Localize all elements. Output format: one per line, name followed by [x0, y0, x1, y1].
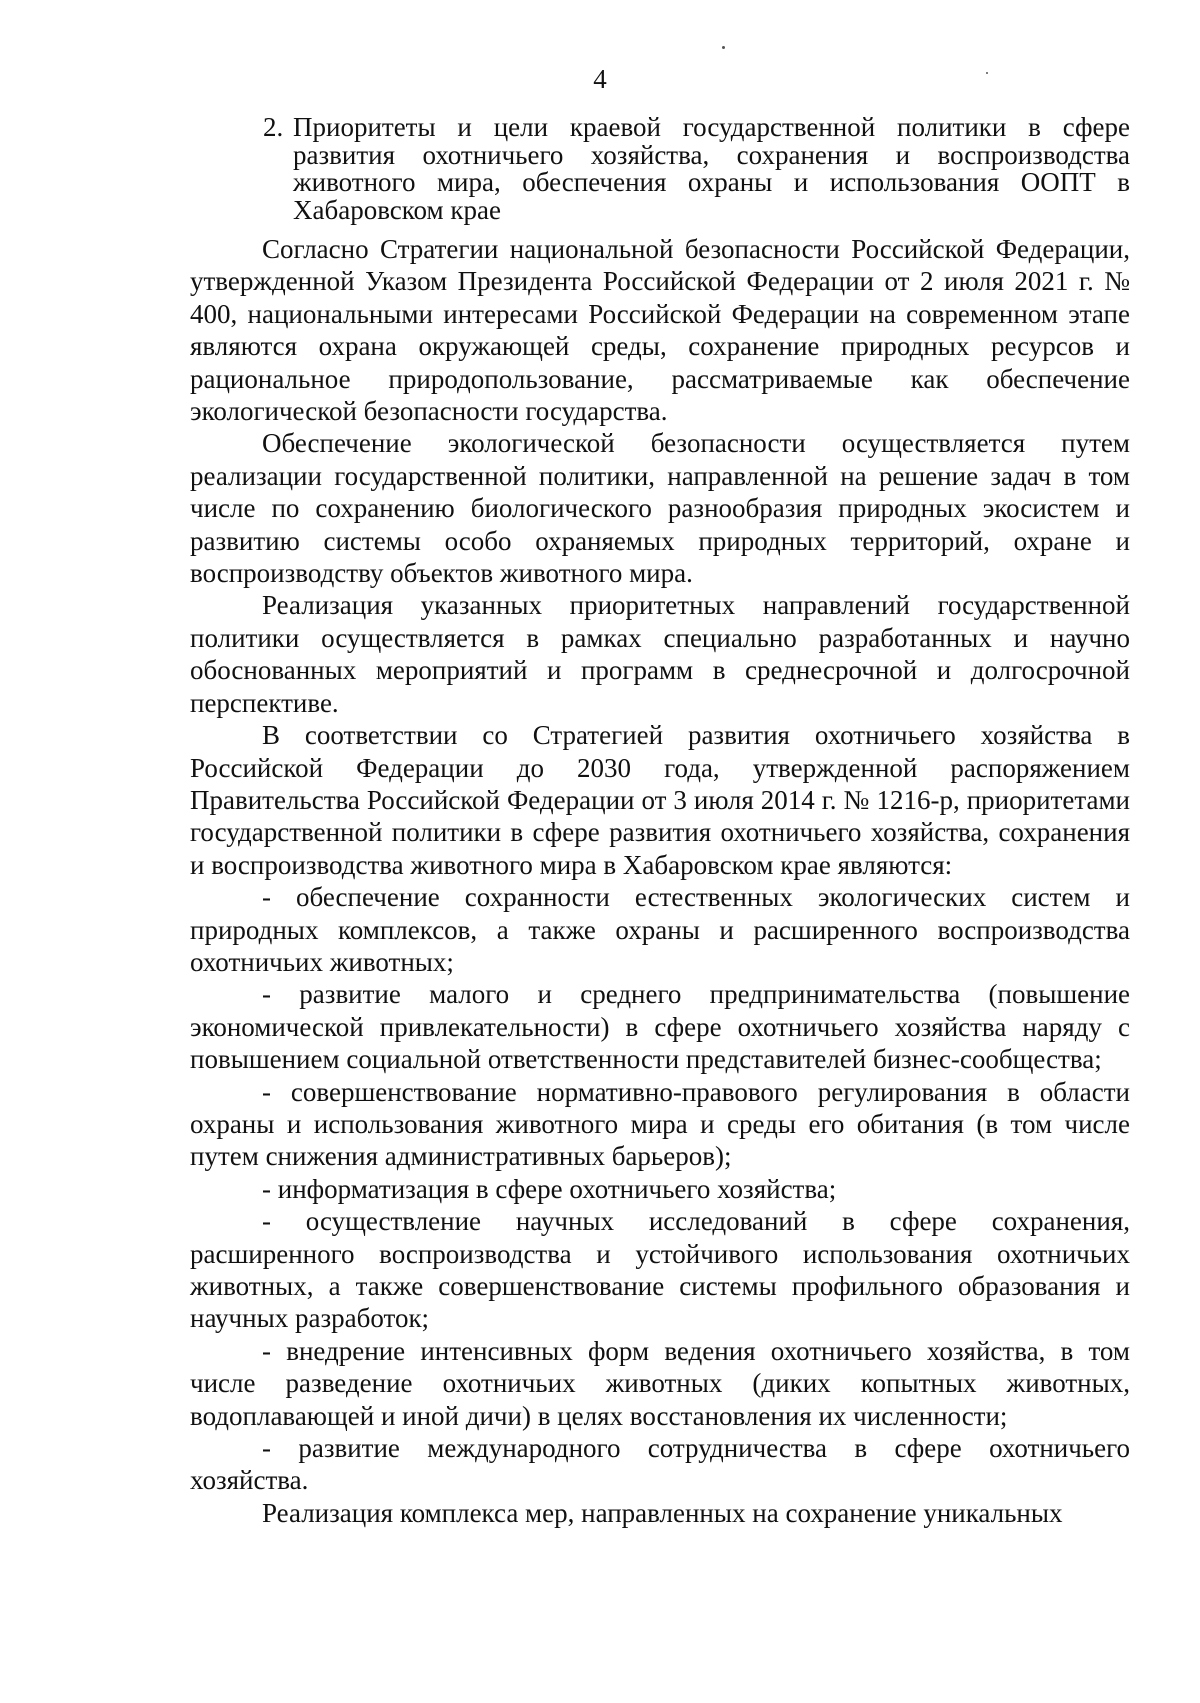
list-item: - внедрение интенсивных форм ведения охотничьего хозяйства, в том числе разведение охотничьих животных (диких копытных животных, водоплавающей и иной дичи) в целях восстановления их численности; [190, 1335, 1130, 1431]
list-item: - осуществление научных исследований в сфере сохранения, расширенного воспроизводства и устойчивого использования охотничьих животных, а также совершенствование системы профильного образования и научных разработок; [190, 1206, 1130, 1334]
paragraph: В соответствии со Стратегией развития охотничьего хозяйства в Российской Федерации до 2030 года, утвержденной распоряжением Правительства Российской Федерации от 3 июля 2014 г. № 1216-р, приоритетами государственной политики в сфере развития охотничьего хозяйства, сохранения и воспроизводства животного мира в Хабаровском крае являются: [190, 720, 1130, 880]
section-heading [263, 114, 1130, 224]
body-text [190, 233, 1130, 1529]
paragraph: Согласно Стратегии национальной безопасности Российской Федерации, утвержденной Указом Президента Российской Федерации от 2 июля 2021 г. № 400, национальными интересами Российской Федерации на современном этапе являются охрана окружающей среды, сохранение природных ресурсов и рациональное природопользование, рассматриваемые как обеспечение экологической безопасности государства. [190, 234, 1130, 427]
list-item: - информатизация в сфере охотничьего хозяйства; [262, 1173, 837, 1204]
scan-speck [722, 46, 725, 49]
section-number: 2. [263, 112, 284, 142]
page-number: 4 [593, 64, 607, 94]
paragraph: Реализация указанных приоритетных направлений государственной политики осуществляется в рамках специально разработанных и научно обоснованных мероприятий и программ в среднесрочной и долгосрочной перспективе. [190, 590, 1130, 718]
section-title: Приоритеты и цели краевой государственной политики в сфере развития охотничьего хозяйства, сохранения и воспроизводства животного мира, обеспечения охраны и использования ООПТ в Хабаровском крае [293, 112, 1130, 225]
list-item: - развитие международного сотрудничества в сфере охотничьего хозяйства. [190, 1433, 1130, 1496]
paragraph: Обеспечение экологической безопасности осуществляется путем реализации государственной политики, направленной на решение задач в том числе по сохранению биологического разнообразия природных экосистем и развитию системы особо охраняемых природных территорий, охране и воспроизводству объектов животного мира. [190, 428, 1130, 589]
list-item: - обеспечение сохранности естественных экологических систем и природных комплексов, а также охраны и расширенного воспроизводства охотничьих животных; [190, 882, 1130, 977]
paragraph: Реализация комплекса мер, направленных на сохранение уникальных [262, 1497, 1063, 1528]
list-item: - совершенствование нормативно-правового регулирования в области охраны и использования животного мира и среды его обитания (в том числе путем снижения административных барьеров); [190, 1076, 1130, 1172]
list-item: - развитие малого и среднего предпринимательства (повышение экономической привлекательности) в сфере охотничьего хозяйства наряду с повышением социальной ответственности представителей бизнес-сообщества; [190, 979, 1130, 1075]
